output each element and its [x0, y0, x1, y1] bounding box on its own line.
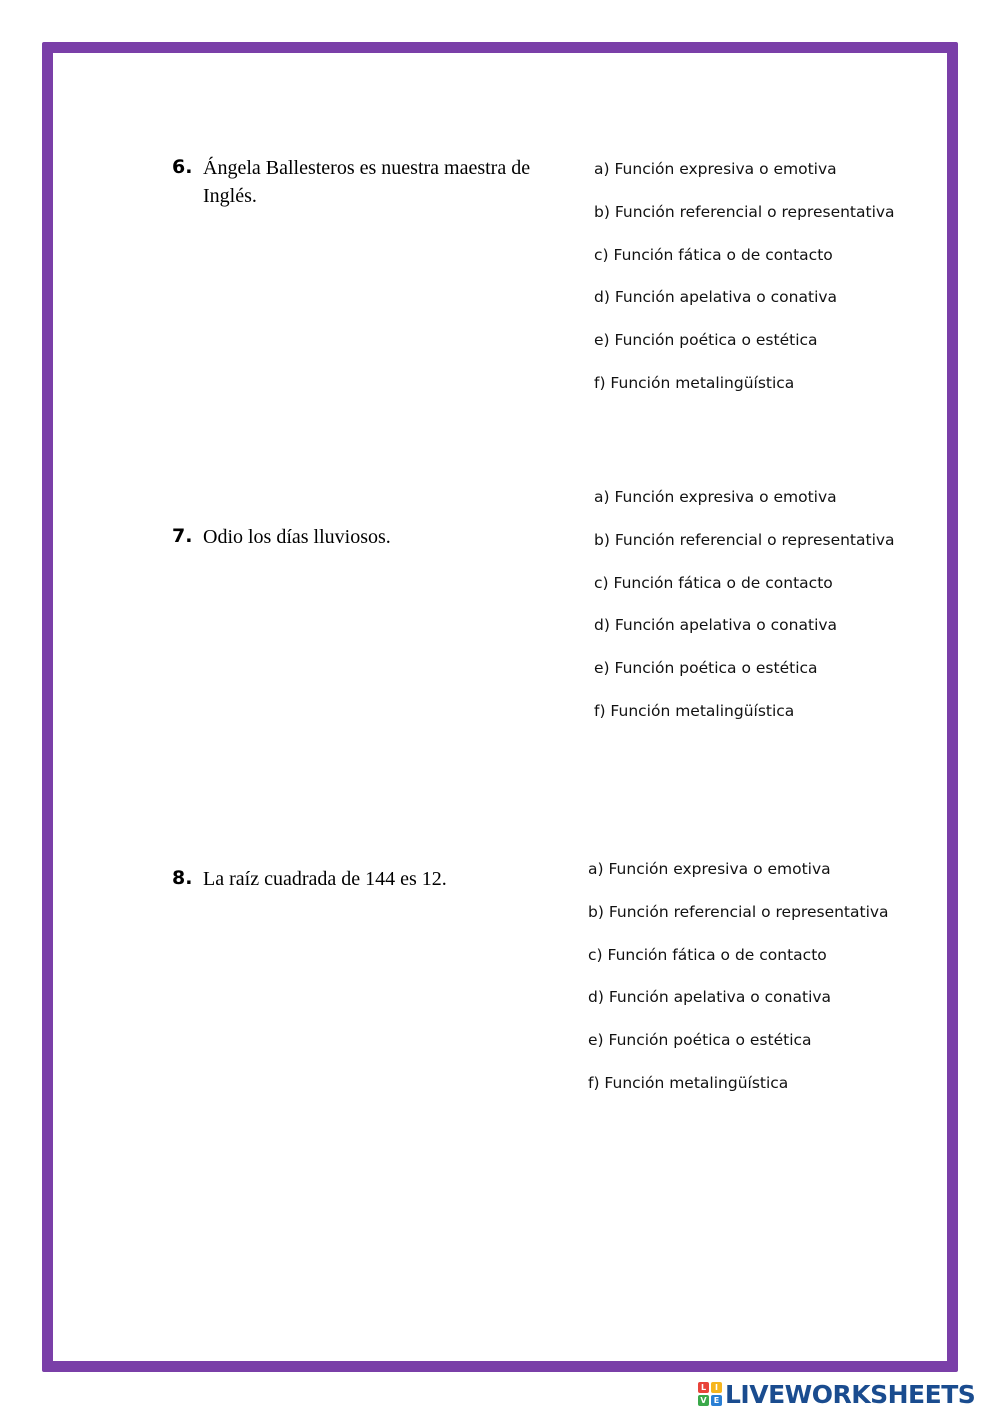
- options-list-8: [588, 858, 889, 1115]
- option-d[interactable]: d) Función apelativa o conativa: [588, 988, 832, 1007]
- option-a[interactable]: a) Función expresiva o emotiva: [594, 488, 837, 506]
- option-f[interactable]: f) Función metalingüística: [588, 1073, 789, 1092]
- option-a[interactable]: a) Función expresiva o emotiva: [594, 160, 837, 178]
- option-a[interactable]: a) Función expresiva o emotiva: [588, 860, 831, 878]
- option-b[interactable]: b) Función referencial o representativa: [588, 902, 889, 921]
- question-number: 6.: [172, 156, 193, 178]
- option-d[interactable]: d) Función apelativa o conativa: [594, 616, 838, 635]
- question-7: [172, 523, 532, 551]
- option-f[interactable]: f) Función metalingüística: [594, 701, 795, 720]
- option-c[interactable]: c) Función fática o de contacto: [594, 245, 833, 264]
- option-b[interactable]: b) Función referencial o representativa: [594, 530, 895, 549]
- option-d[interactable]: d) Función apelativa o conativa: [594, 288, 838, 307]
- option-e[interactable]: e) Función poética o estética: [594, 659, 818, 678]
- option-c[interactable]: c) Función fática o de contacto: [588, 945, 827, 964]
- option-f[interactable]: f) Función metalingüística: [594, 373, 795, 392]
- question-text: La raíz cuadrada de 144 es 12.: [203, 868, 447, 890]
- option-b[interactable]: b) Función referencial o representativa: [594, 202, 895, 221]
- question-number: 8.: [172, 867, 193, 889]
- question-text: Odio los días lluviosos.: [203, 526, 391, 548]
- logo-icon: [698, 1382, 722, 1406]
- option-e[interactable]: e) Función poética o estética: [594, 331, 818, 350]
- brand-name: LIVEWORKSHEETS: [725, 1379, 976, 1409]
- logo-tile: L: [698, 1382, 709, 1393]
- option-c[interactable]: c) Función fática o de contacto: [594, 573, 833, 592]
- question-8: [172, 865, 532, 893]
- liveworksheets-logo: [698, 1378, 975, 1410]
- question-number: 7.: [172, 525, 193, 547]
- logo-tile: I: [711, 1382, 722, 1393]
- logo-tile: E: [711, 1395, 722, 1406]
- logo-tile: V: [698, 1395, 709, 1406]
- option-e[interactable]: e) Función poética o estética: [588, 1031, 812, 1050]
- options-list-6: [594, 158, 895, 415]
- options-list-7: [594, 486, 895, 743]
- question-6: [172, 154, 532, 210]
- question-text: Ángela Ballesteros es nuestra maestra de Inglés.: [203, 157, 531, 207]
